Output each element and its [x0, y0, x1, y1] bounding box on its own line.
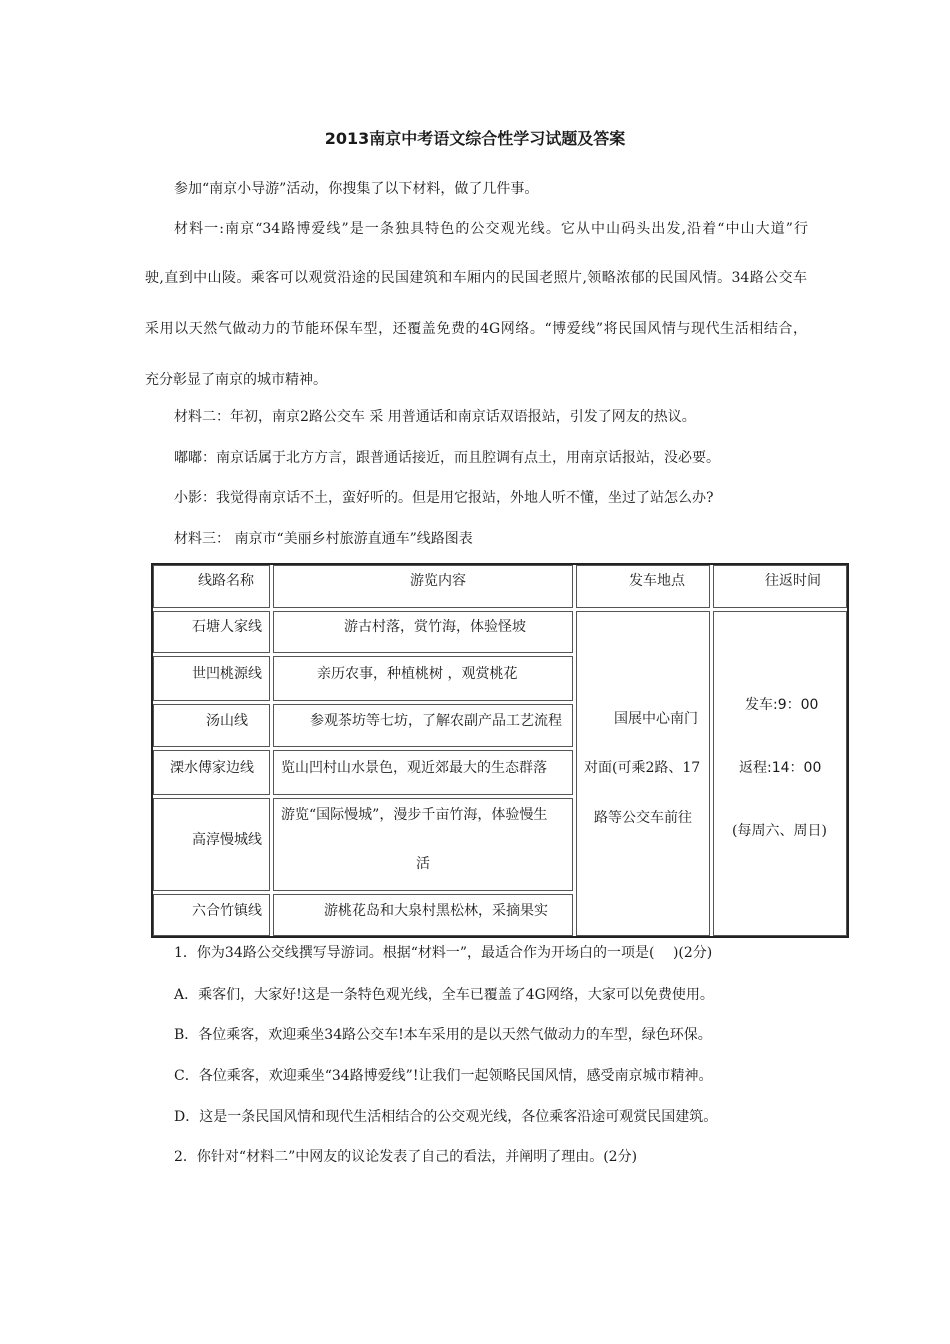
route-content: 参观茶坊等七坊，了解农副产品工艺流程	[310, 713, 562, 729]
route-content: 亲历农事，种植桃树 ，观赏桃花	[317, 666, 518, 682]
route-content: 游桃花岛和大泉村黑松林，采摘果实	[324, 903, 548, 919]
material1-line-2: 驶,直到中山陵。乘客可以观赏沿途的民国建筑和车厢内的民国老照片,领略浓郁的民国风情。34路公交车	[145, 270, 807, 286]
route-name: 高淳慢城线	[192, 832, 262, 848]
route-name: 世凹桃源线	[192, 666, 262, 682]
material1-line-1: 材料一:南京“34路博爱线”是一条独具特色的公交观光线。它从中山码头出发,沿着“中山大道”行	[174, 221, 808, 237]
route-content: 览山凹村山水景色，观近郊最大的生态群落	[281, 760, 547, 776]
question-1: 1．你为34路公交线撰写导游词。根据“材料一”，最适合作为开场白的一项是( )(2分)	[174, 945, 713, 961]
route-name: 石塘人家线	[192, 619, 262, 635]
question-2: 2．你针对“材料二”中网友的议论发表了自己的看法，并阐明了理由。(2分)	[174, 1149, 638, 1165]
return-time: 返程:14：00	[739, 760, 822, 776]
departure-time: 发车:9：00	[745, 697, 819, 713]
route-name: 六合竹镇线	[192, 903, 262, 919]
header-location: 发车地点	[629, 573, 685, 589]
route-name: 溧水傅家边线	[170, 760, 254, 776]
material1-line-4: 充分彰显了南京的城市精神。	[145, 372, 327, 388]
option-d: D．这是一条民国风情和现代生活相结合的公交观光线，各位乘客沿途可观赏民国建筑。	[174, 1109, 718, 1125]
schedule-days: (每周六、周日)	[732, 823, 827, 839]
location-line-2: 对面(可乘2路、17	[584, 760, 701, 776]
material3-caption: 材料三： 南京市“美丽乡村旅游直通车”线路图表	[174, 531, 473, 547]
page-title: 2013南京中考语文综合性学习试题及答案	[324, 129, 626, 148]
option-c: C．各位乘客，欢迎乘坐“34路博爱线”!让我们一起领略民国风情，感受南京城市精神。	[174, 1068, 713, 1084]
route-content-continued: 活	[416, 856, 430, 872]
comment-xiaoying: 小影：我觉得南京话不土，蛮好听的。但是用它报站，外地人听不懂，坐过了站怎么办?	[174, 490, 714, 506]
option-a: A．乘客们，大家好!这是一条特色观光线，全车已覆盖了4G网络，大家可以免费使用。	[174, 987, 714, 1003]
comment-dudu: 嘟嘟：南京话属于北方方言，跟普通话接近，而且腔调有点土，用南京话报站，没必要。	[174, 450, 720, 466]
location-line-1: 国展中心南门	[614, 711, 698, 727]
route-content: 游古村落，赏竹海，体验怪坡	[344, 619, 526, 635]
header-route-name: 线路名称	[198, 573, 254, 589]
header-time: 往返时间	[765, 573, 821, 589]
material1-line-3: 采用以天然气做动力的节能环保车型，还覆盖免费的4G网络。“博爱线”将民国风情与现代生活相结合，	[145, 321, 807, 337]
header-content: 游览内容	[410, 573, 466, 589]
material2-paragraph: 材料二：年初，南京2路公交车 采 用普通话和南京话双语报站，引发了网友的热议。	[174, 409, 696, 425]
route-content: 游览“国际慢城”，漫步千亩竹海，体验慢生	[281, 807, 548, 823]
route-name: 汤山线	[206, 713, 248, 729]
location-line-3: 路等公交车前往	[594, 810, 692, 826]
intro-paragraph: 参加“南京小导游”活动，你搜集了以下材料，做了几件事。	[174, 181, 539, 197]
option-b: B．各位乘客，欢迎乘坐34路公交车!本车采用的是以天然气做动力的车型，绿色环保。	[174, 1027, 712, 1043]
